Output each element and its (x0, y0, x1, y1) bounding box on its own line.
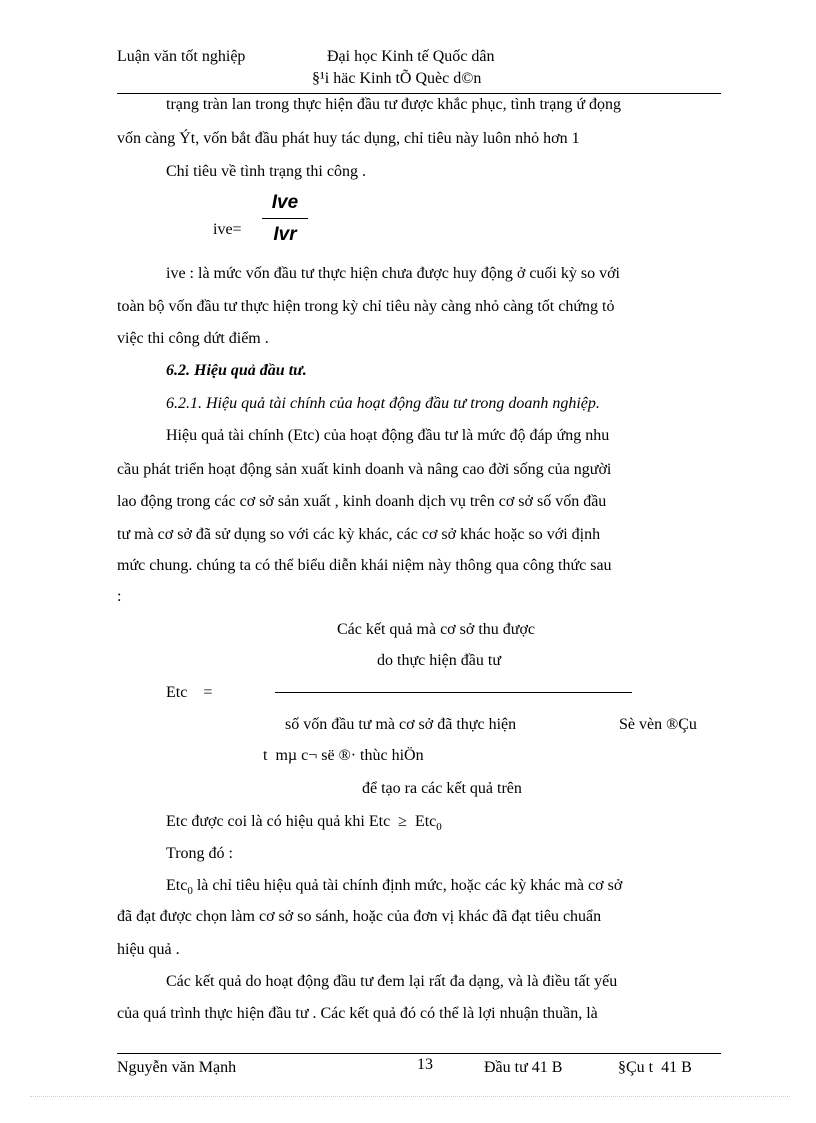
formula-garbled: Sè vèn ®Çu (619, 716, 697, 733)
text-line: của quá trình thực hiện đầu tư . Các kết quả đó có thể là lợi nhuận thuần, là (117, 1005, 598, 1022)
text-line: ive : là mức vốn đầu tư thực hiện chưa được huy động ở cuối kỳ so với (166, 265, 620, 282)
formula-lhs: Etc = (166, 684, 213, 701)
fraction-bar (275, 692, 632, 693)
text-line: Hiệu quả tài chính (Etc) của hoạt động đầu tư là mức độ đáp ứng nhu (166, 427, 610, 444)
formula-lhs: ive= (213, 221, 242, 238)
formula-numerator: do thực hiện đầu tư (377, 652, 501, 669)
header-center: Đại học Kinh tế Quốc dân (327, 48, 495, 65)
formula-numerator: Ive (271, 192, 299, 213)
footer-rule (117, 1053, 721, 1054)
text-fragment: Etc được coi là có hiệu quả khi Etc ≥ Etc (166, 813, 437, 830)
subsection-heading: 6.2.1. Hiệu quả tài chính của hoạt động đầu tư trong doanh nghiệp. (166, 395, 600, 412)
text-line: vốn càng Ýt, vốn bắt đầu phát huy tác dụng, chỉ tiêu này luôn nhỏ hơn 1 (117, 130, 580, 147)
text-fragment: là chỉ tiêu hiệu quả tài chính định mức, hoặc các kỳ khác mà cơ sở (192, 877, 623, 894)
subscript: 0 (436, 821, 442, 834)
text-line: tư mà cơ sở đã sử dụng so với các kỳ khác, các cơ sở khác hoặc so với định (117, 526, 601, 543)
footer-class: Đầu tư 41 B (484, 1059, 563, 1076)
text-line: toàn bộ vốn đầu tư thực hiện trong kỳ chỉ tiêu này càng nhỏ càng tốt chứng tỏ (117, 298, 615, 315)
text-fragment: Etc (166, 877, 188, 894)
footer-garbled: §Çu t 41 B (618, 1059, 692, 1076)
text-line: Các kết quả do hoạt động đầu tư đem lại rất đa dạng, và là điều tất yếu (166, 973, 618, 990)
header-garbled: §¹i häc Kinh tÕ Quèc d©n (312, 70, 482, 87)
header-rule (117, 93, 721, 94)
formula-denominator: để tạo ra các kết quả trên (362, 780, 522, 797)
header-left: Luận văn tốt nghiệp (117, 48, 246, 65)
text-line: : (117, 588, 122, 605)
footer-page-number: 13 (417, 1056, 433, 1073)
text-line: Chỉ tiêu về tình trạng thi công . (166, 163, 366, 180)
text-line: hiệu quả . (117, 941, 180, 958)
fraction-bar (262, 218, 308, 219)
formula-fraction (262, 192, 308, 246)
text-line: cầu phát triển hoạt động sản xuất kinh doanh và nâng cao đời sống của người (117, 461, 612, 478)
formula-denominator: Ivr (273, 224, 297, 245)
subscript: 0 (187, 885, 193, 898)
formula-denominator: số vốn đầu tư mà cơ sở đã thực hiện (285, 716, 517, 733)
text-line: trạng tràn lan trong thực hiện đầu tư được khắc phục, tình trạng ứ đọng (166, 96, 622, 113)
text-line: mức chung. chúng ta có thể biểu diễn khái niệm này thông qua công thức sau (117, 557, 612, 574)
formula-garbled: t mµ c¬ së ®· thùc hiÖn (263, 747, 424, 764)
text-line (166, 813, 442, 833)
text-line (166, 877, 622, 897)
formula-numerator: Các kết quả mà cơ sở thu được (337, 621, 535, 638)
section-heading: 6.2. Hiệu quả đầu tư. (166, 362, 307, 379)
text-line: việc thi công dứt điểm . (117, 330, 269, 347)
text-line: Trong đó : (166, 845, 233, 862)
text-line: đã đạt được chọn làm cơ sở so sánh, hoặc của đơn vị khác đã đạt tiêu chuẩn (117, 908, 602, 925)
footer-author: Nguyễn văn Mạnh (117, 1059, 237, 1076)
text-line: lao động trong các cơ sở sản xuất , kinh doanh dịch vụ trên cơ sở số vốn đầu (117, 493, 607, 510)
page-edge-divider (30, 1096, 790, 1097)
